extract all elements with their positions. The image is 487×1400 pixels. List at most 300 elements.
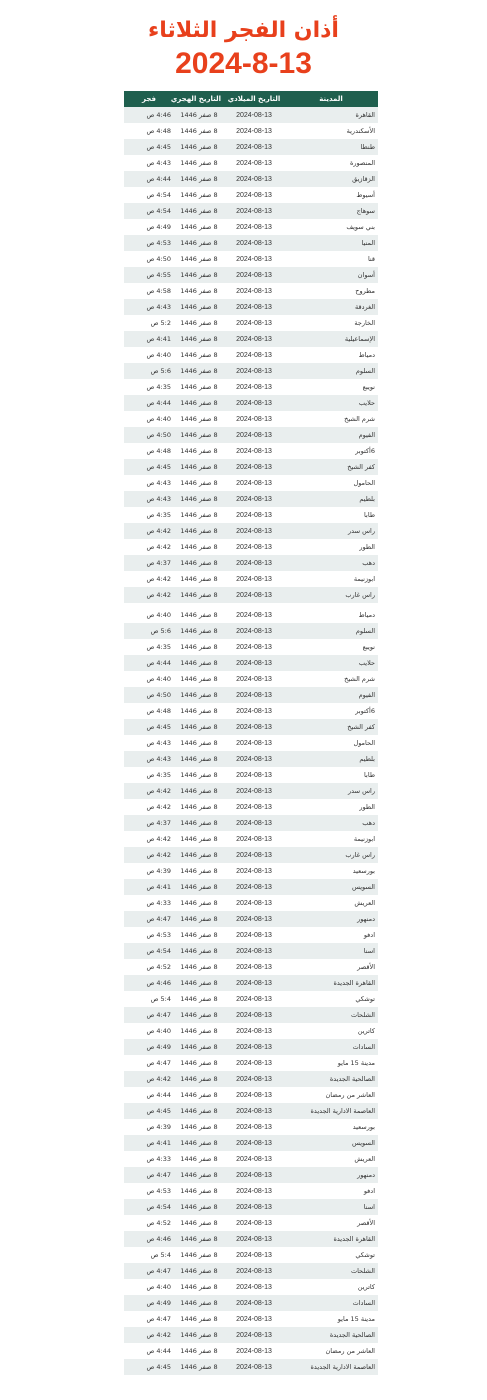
gregorian-date-cell: 2024-08-13 <box>224 107 284 123</box>
hijri-date-cell: 8 صفر 1446 <box>174 911 224 927</box>
gregorian-date-cell: 2024-08-13 <box>224 1007 284 1023</box>
hijri-date-cell: 8 صفر 1446 <box>174 1151 224 1167</box>
city-cell: الحامول <box>284 735 378 751</box>
hijri-date-cell: 8 صفر 1446 <box>174 1055 224 1071</box>
hijri-date-cell: 8 صفر 1446 <box>174 571 224 587</box>
city-cell: نويبع <box>284 639 378 655</box>
fajr-time-cell: 4:49 ص <box>124 219 174 235</box>
table-row <box>124 1119 378 1135</box>
hijri-date-cell: 8 صفر 1446 <box>174 1071 224 1087</box>
hijri-date-cell: 8 صفر 1446 <box>174 555 224 571</box>
gregorian-date-cell: 2024-08-13 <box>224 459 284 475</box>
city-cell: السادات <box>284 1295 378 1311</box>
fajr-time-cell: 4:46 ص <box>124 107 174 123</box>
fajr-time-cell: 4:43 ص <box>124 491 174 507</box>
table-row <box>124 1343 378 1359</box>
table-row <box>124 1327 378 1343</box>
table-row <box>124 975 378 991</box>
table-row <box>124 539 378 555</box>
gregorian-date-cell: 2024-08-13 <box>224 1039 284 1055</box>
table-row <box>124 943 378 959</box>
gregorian-date-cell: 2024-08-13 <box>224 1135 284 1151</box>
gregorian-date-cell: 2024-08-13 <box>224 475 284 491</box>
hijri-date-cell: 8 صفر 1446 <box>174 1311 224 1327</box>
city-cell: شرم الشيخ <box>284 671 378 687</box>
city-cell: كاترين <box>284 1023 378 1039</box>
gregorian-date-cell: 2024-08-13 <box>224 1359 284 1375</box>
fajr-time-cell: 4:42 ص <box>124 847 174 863</box>
table-row <box>124 1215 378 1231</box>
table-row <box>124 107 378 123</box>
gregorian-date-cell: 2024-08-13 <box>224 959 284 975</box>
table-row <box>124 799 378 815</box>
gregorian-date-cell: 2024-08-13 <box>224 847 284 863</box>
hijri-date-cell: 8 صفر 1446 <box>174 703 224 719</box>
table-row <box>124 1247 378 1263</box>
table-row <box>124 1071 378 1087</box>
city-cell: بورسعيد <box>284 1119 378 1135</box>
table-row <box>124 687 378 703</box>
gregorian-date-cell: 2024-08-13 <box>224 139 284 155</box>
fajr-time-cell: 4:46 ص <box>124 975 174 991</box>
gregorian-date-cell: 2024-08-13 <box>224 219 284 235</box>
table-row <box>124 203 378 219</box>
city-cell: الحامول <box>284 475 378 491</box>
city-cell: الطور <box>284 539 378 555</box>
hijri-date-cell: 8 صفر 1446 <box>174 1199 224 1215</box>
gregorian-date-cell: 2024-08-13 <box>224 1247 284 1263</box>
gregorian-date-cell: 2024-08-13 <box>224 735 284 751</box>
city-cell: الأقصر <box>284 1215 378 1231</box>
hijri-date-cell: 8 صفر 1446 <box>174 687 224 703</box>
city-cell: الزقازيق <box>284 171 378 187</box>
table-row <box>124 155 378 171</box>
hijri-date-cell: 8 صفر 1446 <box>174 799 224 815</box>
table-row <box>124 1039 378 1055</box>
fajr-time-cell: 4:42 ص <box>124 1327 174 1343</box>
table-row <box>124 671 378 687</box>
city-cell: العريش <box>284 895 378 911</box>
hijri-date-cell: 8 صفر 1446 <box>174 1167 224 1183</box>
hijri-date-cell: 8 صفر 1446 <box>174 1183 224 1199</box>
hijri-date-cell: 8 صفر 1446 <box>174 1327 224 1343</box>
hijri-date-cell: 8 صفر 1446 <box>174 331 224 347</box>
fajr-time-cell: 4:35 ص <box>124 507 174 523</box>
city-cell: دمياط <box>284 347 378 363</box>
fajr-time-cell: 4:48 ص <box>124 443 174 459</box>
table-row <box>124 1311 378 1327</box>
table-row <box>124 1087 378 1103</box>
city-cell: القاهرة الجديدة <box>284 1231 378 1247</box>
gregorian-date-cell: 2024-08-13 <box>224 943 284 959</box>
fajr-time-cell: 4:40 ص <box>124 605 174 623</box>
city-cell: كاترين <box>284 1279 378 1295</box>
hijri-date-cell: 8 صفر 1446 <box>174 427 224 443</box>
hijri-date-cell: 8 صفر 1446 <box>174 943 224 959</box>
fajr-time-cell: 4:40 ص <box>124 347 174 363</box>
city-cell: دمنهور <box>284 1167 378 1183</box>
fajr-time-cell: 4:49 ص <box>124 1039 174 1055</box>
hijri-date-cell: 8 صفر 1446 <box>174 507 224 523</box>
city-cell: طابا <box>284 507 378 523</box>
fajr-time-cell: 4:47 ص <box>124 1167 174 1183</box>
table-row <box>124 1103 378 1119</box>
hijri-date-cell: 8 صفر 1446 <box>174 379 224 395</box>
table-row <box>124 1295 378 1311</box>
hijri-date-cell: 8 صفر 1446 <box>174 523 224 539</box>
city-cell: السويس <box>284 879 378 895</box>
table-row <box>124 1263 378 1279</box>
city-cell: المنصورة <box>284 155 378 171</box>
city-cell: الأسكندرية <box>284 123 378 139</box>
city-cell: بني سويف <box>284 219 378 235</box>
table-row <box>124 847 378 863</box>
table-row <box>124 703 378 719</box>
page-title: أذان الفجر الثلاثاء <box>148 18 339 43</box>
hijri-date-cell: 8 صفر 1446 <box>174 107 224 123</box>
hijri-date-cell: 8 صفر 1446 <box>174 587 224 605</box>
fajr-time-cell: 4:39 ص <box>124 1119 174 1135</box>
fajr-time-cell: 4:41 ص <box>124 331 174 347</box>
fajr-time-cell: 4:53 ص <box>124 235 174 251</box>
table-row <box>124 459 378 475</box>
gregorian-date-cell: 2024-08-13 <box>224 1087 284 1103</box>
fajr-time-cell: 4:37 ص <box>124 555 174 571</box>
gregorian-date-cell: 2024-08-13 <box>224 863 284 879</box>
fajr-time-cell: 4:50 ص <box>124 427 174 443</box>
fajr-time-cell: 4:39 ص <box>124 863 174 879</box>
hijri-date-cell: 8 صفر 1446 <box>174 299 224 315</box>
hijri-date-cell: 8 صفر 1446 <box>174 123 224 139</box>
fajr-time-cell: 4:43 ص <box>124 735 174 751</box>
gregorian-date-cell: 2024-08-13 <box>224 799 284 815</box>
table-header-row <box>124 91 378 107</box>
gregorian-date-cell: 2024-08-13 <box>224 523 284 539</box>
hijri-date-cell: 8 صفر 1446 <box>174 187 224 203</box>
gregorian-date-cell: 2024-08-13 <box>224 1167 284 1183</box>
table-row <box>124 879 378 895</box>
table-row <box>124 331 378 347</box>
fajr-time-cell: 4:35 ص <box>124 767 174 783</box>
table-row <box>124 605 378 623</box>
hijri-date-cell: 8 صفر 1446 <box>174 863 224 879</box>
table-row <box>124 283 378 299</box>
fajr-time-cell: 4:43 ص <box>124 299 174 315</box>
hijri-date-cell: 8 صفر 1446 <box>174 267 224 283</box>
hijri-date-cell: 8 صفر 1446 <box>174 1023 224 1039</box>
fajr-time-cell: 4:44 ص <box>124 1087 174 1103</box>
gregorian-date-cell: 2024-08-13 <box>224 571 284 587</box>
gregorian-date-cell: 2024-08-13 <box>224 1295 284 1311</box>
city-cell: الأقصر <box>284 959 378 975</box>
hijri-date-cell: 8 صفر 1446 <box>174 767 224 783</box>
fajr-time-cell: 4:47 ص <box>124 1263 174 1279</box>
city-cell: الصالحية الجديدة <box>284 1071 378 1087</box>
fajr-time-cell: 4:48 ص <box>124 703 174 719</box>
table-row <box>124 895 378 911</box>
fajr-time-cell: 4:47 ص <box>124 1311 174 1327</box>
city-cell: الفيوم <box>284 427 378 443</box>
fajr-time-cell: 4:49 ص <box>124 1295 174 1311</box>
city-cell: نويبع <box>284 379 378 395</box>
gregorian-date-cell: 2024-08-13 <box>224 1103 284 1119</box>
gregorian-date-cell: 2024-08-13 <box>224 831 284 847</box>
city-cell: دهب <box>284 555 378 571</box>
hijri-date-cell: 8 صفر 1446 <box>174 783 224 799</box>
table-row <box>124 1151 378 1167</box>
gregorian-date-cell: 2024-08-13 <box>224 751 284 767</box>
table-row <box>124 1167 378 1183</box>
gregorian-date-cell: 2024-08-13 <box>224 251 284 267</box>
fajr-time-cell: 4:41 ص <box>124 1135 174 1151</box>
gregorian-date-cell: 2024-08-13 <box>224 1119 284 1135</box>
city-cell: راس غارب <box>284 587 378 605</box>
city-cell: بلطيم <box>284 491 378 507</box>
gregorian-date-cell: 2024-08-13 <box>224 507 284 523</box>
fajr-time-cell: 4:44 ص <box>124 1343 174 1359</box>
hijri-date-cell: 8 صفر 1446 <box>174 975 224 991</box>
prayer-times-table-container <box>124 91 375 1375</box>
table-row <box>124 863 378 879</box>
table-row <box>124 267 378 283</box>
city-cell: 6أكتوبر <box>284 443 378 459</box>
hijri-date-cell: 8 صفر 1446 <box>174 1359 224 1375</box>
fajr-time-cell: 4:43 ص <box>124 751 174 767</box>
fajr-time-cell: 4:50 ص <box>124 251 174 267</box>
hijri-date-cell: 8 صفر 1446 <box>174 735 224 751</box>
gregorian-date-cell: 2024-08-13 <box>224 879 284 895</box>
gregorian-date-cell: 2024-08-13 <box>224 347 284 363</box>
table-row <box>124 379 378 395</box>
hijri-date-cell: 8 صفر 1446 <box>174 1231 224 1247</box>
hijri-date-cell: 8 صفر 1446 <box>174 283 224 299</box>
gregorian-date-cell: 2024-08-13 <box>224 123 284 139</box>
city-cell: الفيوم <box>284 687 378 703</box>
hijri-date-cell: 8 صفر 1446 <box>174 639 224 655</box>
gregorian-date-cell: 2024-08-13 <box>224 991 284 1007</box>
gregorian-date-cell: 2024-08-13 <box>224 1023 284 1039</box>
table-row <box>124 991 378 1007</box>
gregorian-date-cell: 2024-08-13 <box>224 427 284 443</box>
table-row <box>124 523 378 539</box>
hijri-date-cell: 8 صفر 1446 <box>174 411 224 427</box>
fajr-time-cell: 4:33 ص <box>124 1151 174 1167</box>
city-cell: السلوم <box>284 623 378 639</box>
hijri-date-cell: 8 صفر 1446 <box>174 139 224 155</box>
hijri-date-cell: 8 صفر 1446 <box>174 203 224 219</box>
city-cell: دمنهور <box>284 911 378 927</box>
table-row <box>124 235 378 251</box>
fajr-time-cell: 4:50 ص <box>124 687 174 703</box>
gregorian-date-cell: 2024-08-13 <box>224 911 284 927</box>
table-row <box>124 1199 378 1215</box>
gregorian-date-cell: 2024-08-13 <box>224 267 284 283</box>
fajr-time-cell: 4:35 ص <box>124 639 174 655</box>
fajr-time-cell: 4:33 ص <box>124 895 174 911</box>
hijri-date-cell: 8 صفر 1446 <box>174 475 224 491</box>
fajr-time-cell: 4:47 ص <box>124 1055 174 1071</box>
city-cell: توشكي <box>284 991 378 1007</box>
gregorian-date-cell: 2024-08-13 <box>224 315 284 331</box>
table-row <box>124 587 378 605</box>
table-row <box>124 219 378 235</box>
gregorian-date-cell: 2024-08-13 <box>224 1151 284 1167</box>
table-row <box>124 363 378 379</box>
hijri-date-cell: 8 صفر 1446 <box>174 171 224 187</box>
column-header-hijri: التاريخ الهجري <box>174 91 224 107</box>
fajr-time-cell: 4:37 ص <box>124 815 174 831</box>
hijri-date-cell: 8 صفر 1446 <box>174 1247 224 1263</box>
fajr-time-cell: 4:52 ص <box>124 1215 174 1231</box>
fajr-time-cell: 4:40 ص <box>124 411 174 427</box>
gregorian-date-cell: 2024-08-13 <box>224 1183 284 1199</box>
table-row <box>124 251 378 267</box>
city-cell: كفر الشيخ <box>284 459 378 475</box>
table-row <box>124 815 378 831</box>
hijri-date-cell: 8 صفر 1446 <box>174 1007 224 1023</box>
city-cell: الصالحية الجديدة <box>284 1327 378 1343</box>
table-row <box>124 767 378 783</box>
hijri-date-cell: 8 صفر 1446 <box>174 991 224 1007</box>
fajr-time-cell: 4:42 ص <box>124 783 174 799</box>
gregorian-date-cell: 2024-08-13 <box>224 1279 284 1295</box>
gregorian-date-cell: 2024-08-13 <box>224 1327 284 1343</box>
city-cell: 6أكتوبر <box>284 703 378 719</box>
gregorian-date-cell: 2024-08-13 <box>224 975 284 991</box>
hijri-date-cell: 8 صفر 1446 <box>174 1343 224 1359</box>
table-row <box>124 1279 378 1295</box>
gregorian-date-cell: 2024-08-13 <box>224 815 284 831</box>
table-row <box>124 655 378 671</box>
table-row <box>124 443 378 459</box>
table-row <box>124 491 378 507</box>
table-row <box>124 427 378 443</box>
table-row <box>124 959 378 975</box>
gregorian-date-cell: 2024-08-13 <box>224 283 284 299</box>
table-row <box>124 751 378 767</box>
gregorian-date-cell: 2024-08-13 <box>224 171 284 187</box>
fajr-time-cell: 4:35 ص <box>124 379 174 395</box>
city-cell: طابا <box>284 767 378 783</box>
table-row <box>124 555 378 571</box>
city-cell: القاهرة <box>284 107 378 123</box>
city-cell: العاشر من رمضان <box>284 1087 378 1103</box>
gregorian-date-cell: 2024-08-13 <box>224 1199 284 1215</box>
fajr-time-cell: 4:54 ص <box>124 1199 174 1215</box>
table-row <box>124 1023 378 1039</box>
table-row <box>124 315 378 331</box>
fajr-time-cell: 4:42 ص <box>124 539 174 555</box>
city-cell: الإسماعيلية <box>284 331 378 347</box>
fajr-time-cell: 5:4 ص <box>124 991 174 1007</box>
city-cell: السادات <box>284 1039 378 1055</box>
table-row <box>124 299 378 315</box>
fajr-time-cell: 4:45 ص <box>124 1359 174 1375</box>
gregorian-date-cell: 2024-08-13 <box>224 587 284 605</box>
page-date: 2024-8-13 <box>175 47 312 80</box>
fajr-time-cell: 4:58 ص <box>124 283 174 299</box>
hijri-date-cell: 8 صفر 1446 <box>174 815 224 831</box>
fajr-time-cell: 5:6 ص <box>124 363 174 379</box>
city-cell: أسوان <box>284 267 378 283</box>
table-row <box>124 475 378 491</box>
hijri-date-cell: 8 صفر 1446 <box>174 1119 224 1135</box>
gregorian-date-cell: 2024-08-13 <box>224 703 284 719</box>
gregorian-date-cell: 2024-08-13 <box>224 491 284 507</box>
gregorian-date-cell: 2024-08-13 <box>224 395 284 411</box>
hijri-date-cell: 8 صفر 1446 <box>174 623 224 639</box>
hijri-date-cell: 8 صفر 1446 <box>174 219 224 235</box>
gregorian-date-cell: 2024-08-13 <box>224 623 284 639</box>
city-cell: ادفو <box>284 927 378 943</box>
fajr-time-cell: 4:42 ص <box>124 571 174 587</box>
city-cell: بورسعيد <box>284 863 378 879</box>
fajr-time-cell: 4:41 ص <box>124 879 174 895</box>
table-row <box>124 735 378 751</box>
fajr-time-cell: 4:43 ص <box>124 155 174 171</box>
hijri-date-cell: 8 صفر 1446 <box>174 155 224 171</box>
column-header-fajr: فجر <box>124 91 174 107</box>
fajr-time-cell: 4:45 ص <box>124 1103 174 1119</box>
fajr-time-cell: 4:42 ص <box>124 587 174 605</box>
hijri-date-cell: 8 صفر 1446 <box>174 491 224 507</box>
city-cell: العريش <box>284 1151 378 1167</box>
hijri-date-cell: 8 صفر 1446 <box>174 655 224 671</box>
hijri-date-cell: 8 صفر 1446 <box>174 363 224 379</box>
city-cell: شرم الشيخ <box>284 411 378 427</box>
gregorian-date-cell: 2024-08-13 <box>224 363 284 379</box>
gregorian-date-cell: 2024-08-13 <box>224 655 284 671</box>
fajr-time-cell: 4:53 ص <box>124 1183 174 1199</box>
city-cell: اسنا <box>284 1199 378 1215</box>
hijri-date-cell: 8 صفر 1446 <box>174 251 224 267</box>
fajr-time-cell: 4:40 ص <box>124 1023 174 1039</box>
city-cell: العاصمة الادارية الجديدة <box>284 1103 378 1119</box>
fajr-time-cell: 4:47 ص <box>124 1007 174 1023</box>
gregorian-date-cell: 2024-08-13 <box>224 331 284 347</box>
table-row <box>124 395 378 411</box>
hijri-date-cell: 8 صفر 1446 <box>174 879 224 895</box>
hijri-date-cell: 8 صفر 1446 <box>174 605 224 623</box>
gregorian-date-cell: 2024-08-13 <box>224 927 284 943</box>
fajr-time-cell: 4:45 ص <box>124 139 174 155</box>
hijri-date-cell: 8 صفر 1446 <box>174 443 224 459</box>
city-cell: حلايب <box>284 655 378 671</box>
city-cell: راس سدر <box>284 523 378 539</box>
gregorian-date-cell: 2024-08-13 <box>224 1343 284 1359</box>
city-cell: كفر الشيخ <box>284 719 378 735</box>
city-cell: مطروح <box>284 283 378 299</box>
gregorian-date-cell: 2024-08-13 <box>224 411 284 427</box>
fajr-time-cell: 4:46 ص <box>124 1231 174 1247</box>
fajr-time-cell: 4:48 ص <box>124 123 174 139</box>
fajr-time-cell: 4:42 ص <box>124 523 174 539</box>
gregorian-date-cell: 2024-08-13 <box>224 299 284 315</box>
table-row <box>124 831 378 847</box>
hijri-date-cell: 8 صفر 1446 <box>174 671 224 687</box>
hijri-date-cell: 8 صفر 1446 <box>174 959 224 975</box>
hijri-date-cell: 8 صفر 1446 <box>174 347 224 363</box>
city-cell: اسنا <box>284 943 378 959</box>
gregorian-date-cell: 2024-08-13 <box>224 235 284 251</box>
fajr-time-cell: 4:42 ص <box>124 799 174 815</box>
hijri-date-cell: 8 صفر 1446 <box>174 1279 224 1295</box>
table-row <box>124 783 378 799</box>
gregorian-date-cell: 2024-08-13 <box>224 671 284 687</box>
table-row <box>124 1135 378 1151</box>
city-cell: الشلحات <box>284 1007 378 1023</box>
fajr-time-cell: 4:52 ص <box>124 959 174 975</box>
